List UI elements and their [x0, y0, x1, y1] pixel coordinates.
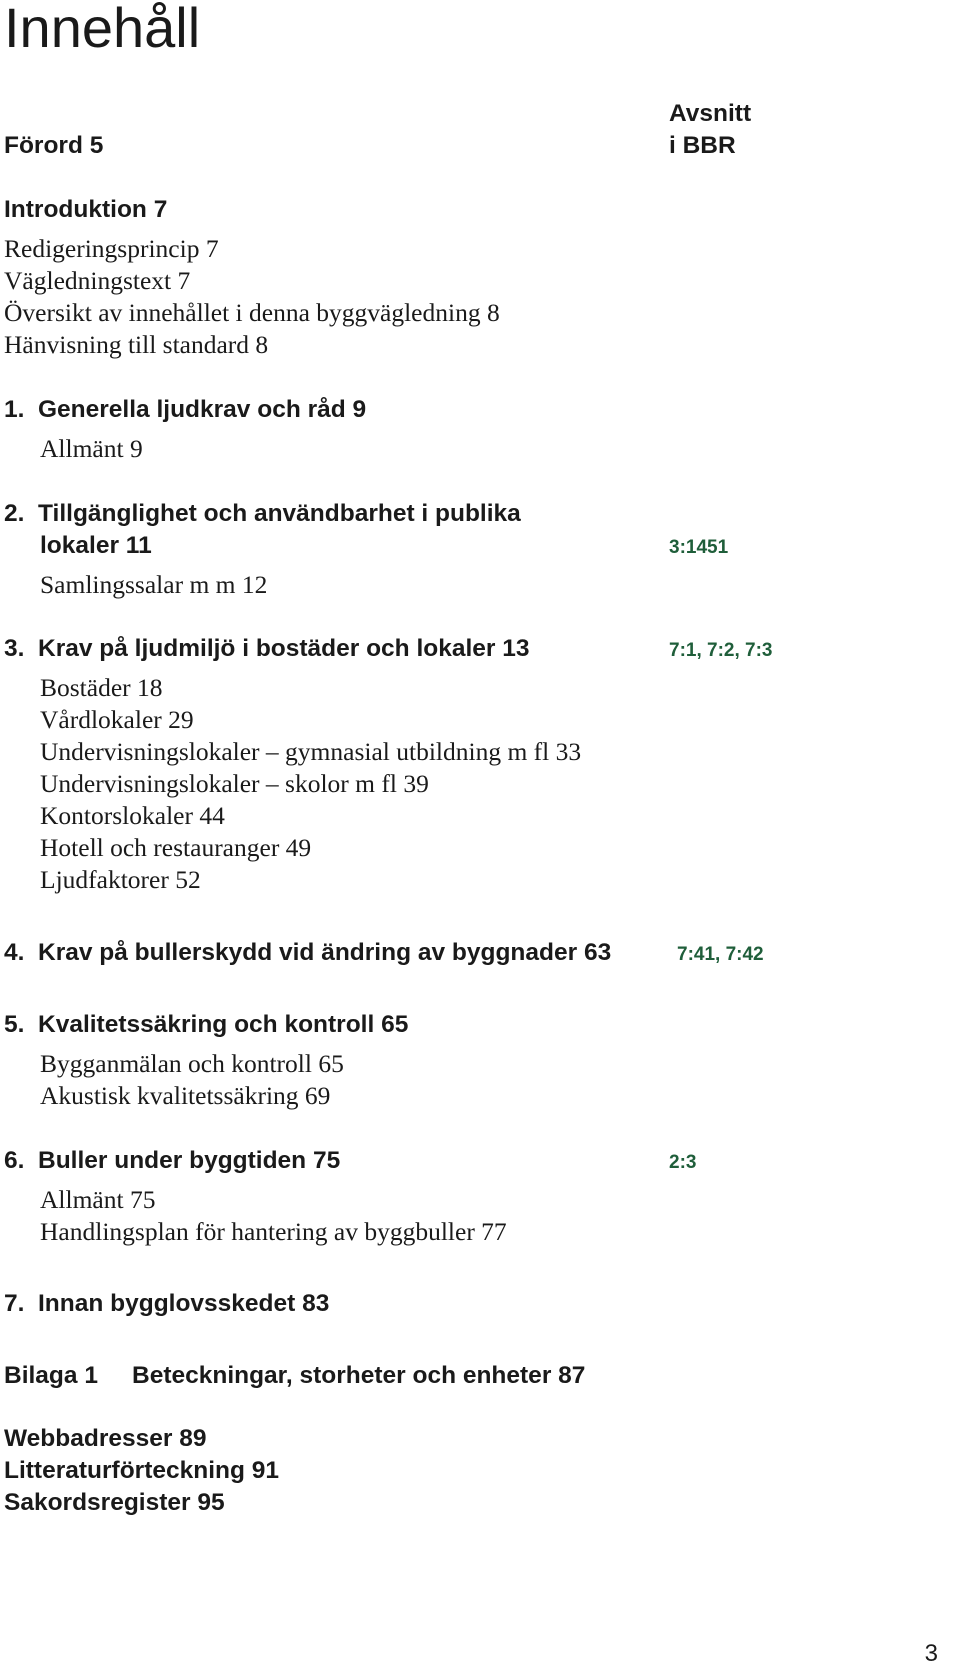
- chapter-number: 5.: [4, 1011, 25, 1038]
- toc-sakordsregister[interactable]: Sakordsregister 95: [4, 1489, 225, 1516]
- toc-chapter-4[interactable]: [4, 938, 611, 968]
- chapter-title: Krav på bullerskydd vid ändring av byggnader 63: [38, 939, 612, 966]
- toc-chapter-5[interactable]: [4, 1010, 408, 1040]
- page-title: Innehåll: [4, 0, 201, 59]
- chapter-title: Buller under byggtiden 75: [38, 1147, 341, 1174]
- toc-subitem[interactable]: Kontorslokaler 44: [40, 801, 225, 830]
- bbr-ref: 7:1, 7:2, 7:3: [669, 640, 773, 661]
- column-header-line2: i BBR: [669, 132, 736, 159]
- toc-chapter-3[interactable]: [4, 634, 530, 664]
- toc-subitem[interactable]: Vårdlokaler 29: [40, 705, 194, 734]
- toc-chapter-2[interactable]: [4, 499, 521, 529]
- toc-subitem[interactable]: Allmänt 9: [40, 434, 143, 463]
- toc-subitem[interactable]: Allmänt 75: [40, 1185, 156, 1214]
- toc-forord[interactable]: Förord 5: [4, 132, 104, 159]
- chapter-number: 6.: [4, 1147, 25, 1174]
- toc-webbadresser[interactable]: Webbadresser 89: [4, 1425, 207, 1452]
- toc-subitem[interactable]: Undervisningslokaler – skolor m fl 39: [40, 769, 429, 798]
- chapter-title: Innan bygglovsskedet 83: [38, 1290, 330, 1317]
- column-header-line1: Avsnitt: [669, 100, 752, 127]
- toc-subitem[interactable]: Handlingsplan för hantering av byggbuller 77: [40, 1217, 507, 1246]
- toc-intro-item[interactable]: Översikt av innehållet i denna byggvägledning 8: [4, 298, 500, 327]
- toc-intro-item[interactable]: Vägledningstext 7: [4, 266, 191, 295]
- toc-litteraturforteckning[interactable]: Litteraturförteckning 91: [4, 1457, 279, 1484]
- chapter-number: 7.: [4, 1290, 25, 1317]
- chapter-number: 2.: [4, 500, 25, 527]
- toc-subitem[interactable]: Undervisningslokaler – gymnasial utbildning m fl 33: [40, 737, 582, 766]
- toc-subitem[interactable]: Akustisk kvalitetssäkring 69: [40, 1081, 331, 1110]
- bilaga-label: Bilaga 1: [4, 1362, 98, 1389]
- bilaga-title: Beteckningar, storheter och enheter 87: [132, 1362, 586, 1389]
- toc-subitem[interactable]: Bostäder 18: [40, 673, 163, 702]
- chapter-title: Generella ljudkrav och råd 9: [38, 396, 367, 423]
- chapter-title: Krav på ljudmiljö i bostäder och lokaler 13: [38, 635, 530, 662]
- chapter-number: 3.: [4, 635, 25, 662]
- toc-introduktion[interactable]: Introduktion 7: [4, 196, 168, 223]
- bbr-ref: 7:41, 7:42: [677, 944, 764, 965]
- toc-chapter-1[interactable]: [4, 395, 366, 425]
- toc-intro-item[interactable]: Hänvisning till standard 8: [4, 330, 269, 359]
- bbr-ref: 2:3: [669, 1152, 697, 1173]
- toc-subitem[interactable]: Samlingssalar m m 12: [40, 570, 268, 599]
- chapter-number: 4.: [4, 939, 25, 966]
- toc-subitem[interactable]: Bygganmälan och kontroll 65: [40, 1049, 344, 1078]
- toc-intro-item[interactable]: Redigeringsprincip 7: [4, 234, 219, 263]
- toc-subitem[interactable]: Ljudfaktorer 52: [40, 865, 201, 894]
- page-number: 3: [924, 1640, 938, 1667]
- toc-chapter-2-cont[interactable]: lokaler 11: [40, 532, 152, 559]
- toc-subitem[interactable]: Hotell och restauranger 49: [40, 833, 312, 862]
- bbr-ref: 3:1451: [669, 537, 729, 558]
- chapter-title: Kvalitetssäkring och kontroll 65: [38, 1011, 409, 1038]
- chapter-number: 1.: [4, 396, 25, 423]
- toc-bilaga-1[interactable]: [4, 1361, 585, 1391]
- toc-chapter-6[interactable]: [4, 1146, 340, 1176]
- toc-chapter-7[interactable]: [4, 1289, 329, 1319]
- chapter-title: Tillgänglighet och användbarhet i publika: [38, 500, 521, 527]
